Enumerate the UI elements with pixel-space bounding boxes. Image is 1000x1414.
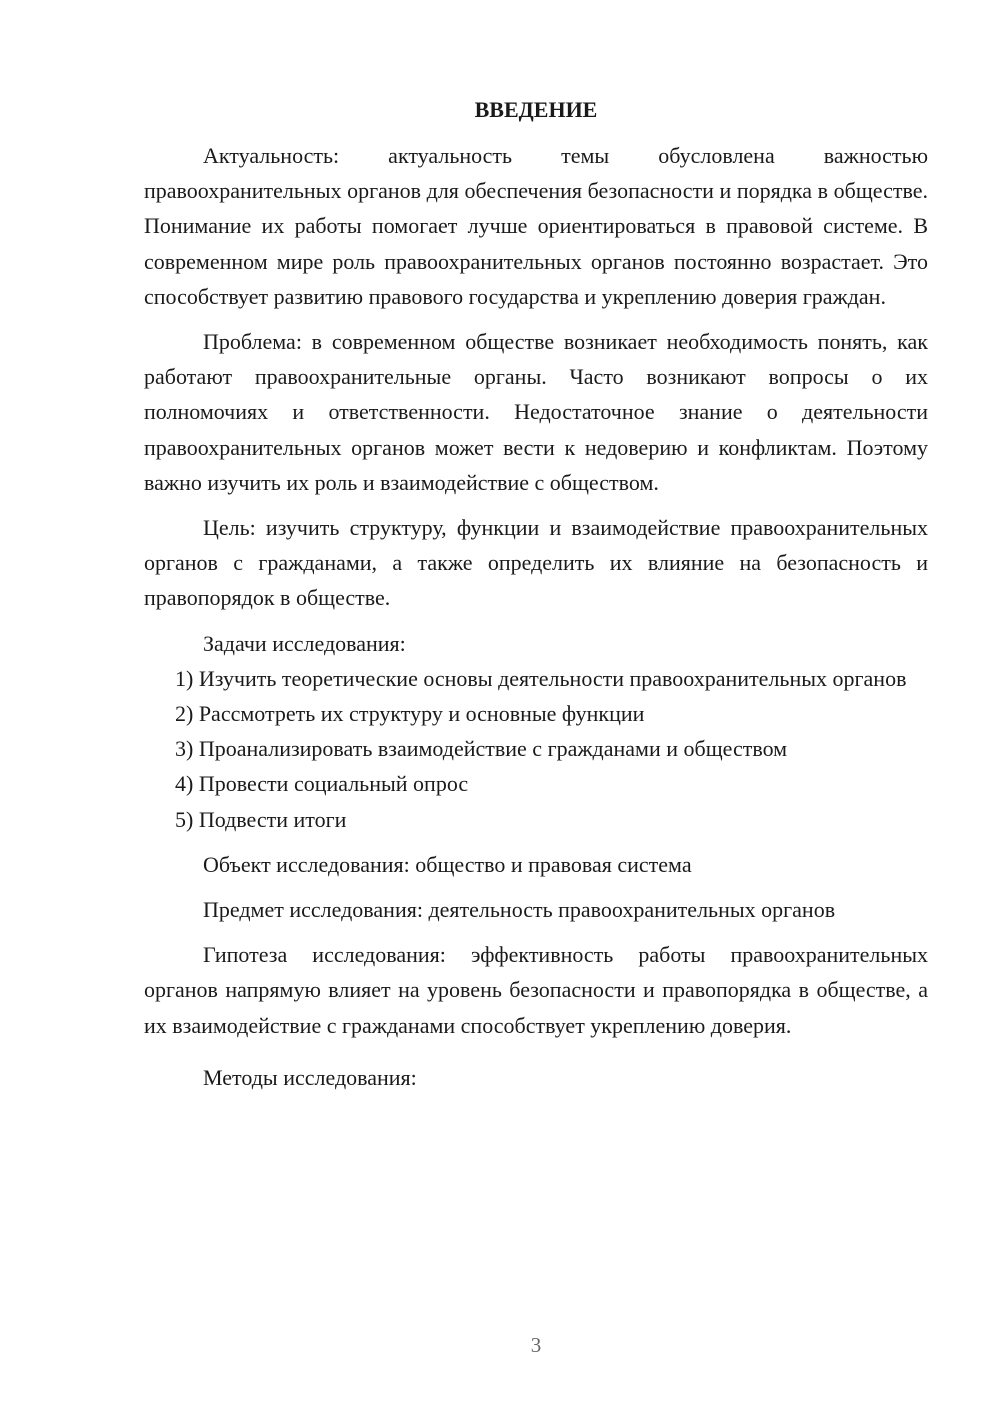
methods-heading: Методы исследования:: [203, 1064, 417, 1090]
hypothesis-paragraph: Гипотеза исследования: эффективность работы правоохранительных органов напрямую влияет на уровень безопасности и правопорядка в обществе, а их взаимодействие с гражданами способствует укреплению доверия.: [144, 942, 928, 1038]
task-item-5: 5) Подвести итоги: [175, 806, 347, 832]
document-page: [144, 94, 928, 1095]
problem-paragraph: Проблема: в современном обществе возникает необходимость понять, как работают правоохранительные органы. Часто возникают вопросы о их полномочиях и ответственности. Недостаточное знание о деятельности правоохранительных органов может вести к недоверию и конфликтам. Поэтому важно изучить их роль и взаимодействие с обществом.: [144, 329, 928, 495]
subject-paragraph: Предмет исследования: деятельность правоохранительных органов: [203, 897, 836, 923]
relevance-paragraph: Актуальность: актуальность темы обусловлена важностью правоохранительных органов для обеспечения безопасности и порядка в обществе. Понимание их работы помогает лучше ориентироваться в правовой системе. В современном мире роль правоохранительных органов постоянно возрастает. Это способствует развитию правового государства и укреплению доверия граждан.: [144, 143, 928, 309]
task-item-3: 3) Проанализировать взаимодействие с гражданами и обществом: [175, 736, 788, 762]
page-title: ВВЕДЕНИЕ: [474, 97, 598, 122]
tasks-heading: Задачи исследования:: [203, 630, 406, 656]
page-number: 3: [530, 1333, 542, 1357]
task-item-1: 1) Изучить теоретические основы деятельности правоохранительных органов: [175, 665, 907, 691]
object-paragraph: Объект исследования: общество и правовая система: [203, 851, 692, 877]
task-item-4: 4) Провести социальный опрос: [175, 771, 469, 797]
goal-paragraph: Цель: изучить структуру, функции и взаимодействие правоохранительных органов с гражданами, а также определить их влияние на безопасность и правопорядок в обществе.: [144, 515, 928, 611]
task-item-2: 2) Рассмотреть их структуру и основные функции: [175, 701, 645, 727]
